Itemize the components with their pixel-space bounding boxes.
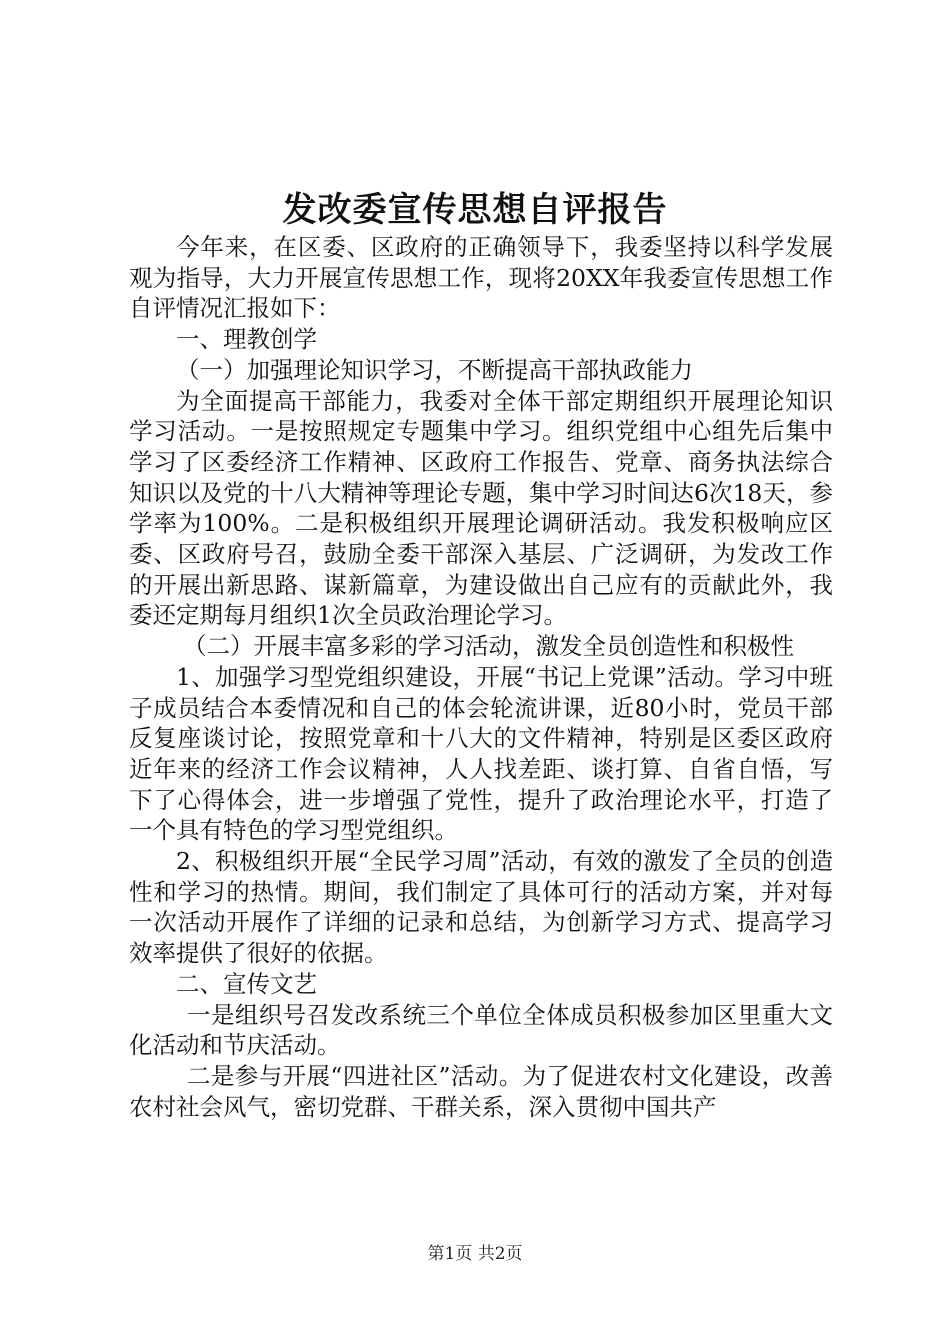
paragraph-culture-1: 一是组织号召发改系统三个单位全体成员积极参加区里重大文化活动和节庆活动。 — [129, 1000, 833, 1060]
document-body — [129, 232, 833, 1122]
paragraph-culture-2: 二是参与开展“四进社区”活动。为了促进农村文化建设，改善农村社会风气，密切党群、干群关系，深入贯彻中国共产 — [129, 1061, 833, 1121]
section-heading-1: 一、理教创学 — [176, 325, 317, 354]
paragraph-item-2: 2、积极组织开展“全民学习周”活动，有效的激发了全员的创造性和学习的热情。期间，我们制定了具体可行的活动方案，并对每一次活动开展作了详细的记录和总结，为创新学习方式、提高学习效率提供了很好的依据。 — [129, 847, 833, 968]
paragraph-theory-study: 为全面提高干部能力，我委对全体干部定期组织开展理论知识学习活动。一是按照规定专题集中学习。组织党组中心组先后集中学习了区委经济工作精神、区政府工作报告、党章、商务执法综合知识以及党的十八大精神等理论专题，集中学习时间达6次18天，参学率为100%。二是积极组织开展理论调研活动。我发积极响应区委、区政府号召，鼓励全委干部深入基层、广泛调研，为发改工作的开展出新思路、谋新篇章，为建设做出自己应有的贡献此外，我委还定期每月组织1次全员政治理论学习。 — [129, 386, 833, 630]
document-title: 发改委宣传思想自评报告 — [282, 190, 668, 230]
subsection-heading-1-1: （一）加强理论知识学习，不断提高干部执政能力 — [176, 355, 693, 384]
page-footer: 第1页 共2页 — [427, 1244, 523, 1264]
section-heading-2: 二、宣传文艺 — [176, 969, 317, 998]
paragraph-intro: 今年来，在区委、区政府的正确领导下，我委坚持以科学发展观为指导，大力开展宣传思想工作，现将20XX年我委宣传思想工作自评情况汇报如下： — [129, 233, 833, 323]
paragraph-item-1: 1、加强学习型党组织建设，开展“书记上党课”活动。学习中班子成员结合本委情况和自己的体会轮流讲课，近80小时，党员干部反复座谈讨论，按照党章和十八大的文件精神，特别是区委区政府近年来的经济工作会议精神，人人找差距、谈打算、自省自悟，写下了心得体会，进一步增强了党性，提升了政治理论水平，打造了一个具有特色的学习型党组织。 — [129, 662, 833, 845]
subsection-heading-1-2: （二）开展丰富多彩的学习活动，激发全员创造性和积极性 — [183, 632, 794, 661]
